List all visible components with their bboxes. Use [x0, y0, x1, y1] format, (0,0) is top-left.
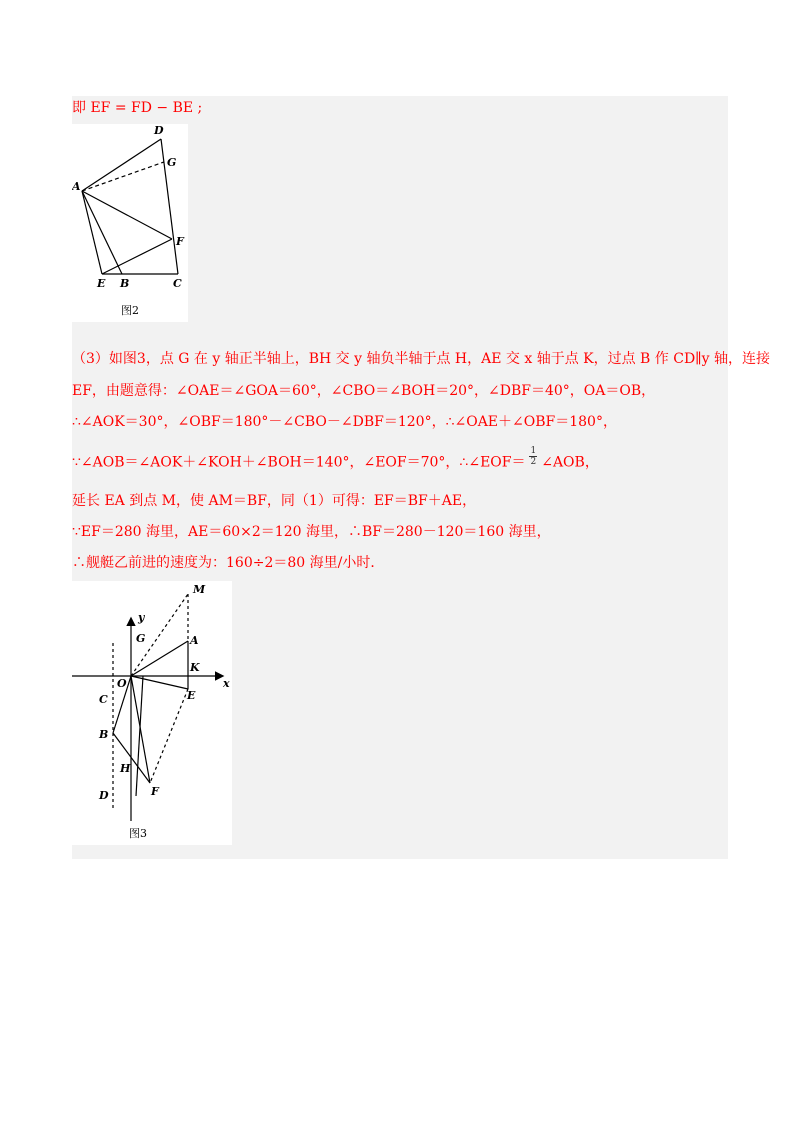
text-line-angles: ∴∠AOK＝30°，∠OBF＝180°－∠CBO－∠DBF＝120°，∴∠OAE＋∠OBF＝180°， — [72, 414, 617, 430]
fig2-label-E: E — [97, 277, 106, 290]
fig3-caption: 图3 — [129, 827, 147, 840]
figure-3-diagram — [72, 581, 232, 845]
fig2-label-G: G — [167, 156, 177, 169]
fig3-label-C: C — [99, 693, 108, 706]
fig2-label-F: F — [176, 235, 184, 248]
fig2-label-B: B — [120, 277, 130, 290]
figure-3 — [72, 581, 232, 845]
fig3-label-A: A — [190, 634, 199, 647]
fig3-label-H: H — [120, 762, 131, 775]
fraction-one-half — [529, 446, 537, 467]
fig3-label-D: D — [99, 789, 109, 802]
fig3-label-M: M — [193, 583, 206, 596]
fig3-label-B: B — [99, 728, 109, 741]
fig2-caption: 图2 — [121, 304, 139, 317]
fig3-label-F: F — [151, 785, 159, 798]
fig2-label-C: C — [173, 277, 182, 290]
fig3-label-K: K — [190, 661, 200, 674]
fig3-label-G: G — [136, 632, 146, 645]
text-line-extend: 延长 EA 到点 M，使 AM＝BF，同（1）可得：EF＝BF＋AE， — [72, 493, 477, 509]
fig3-label-O: O — [117, 677, 127, 690]
figure-2 — [72, 124, 188, 322]
fig3-label-E: E — [187, 689, 196, 702]
fig3-label-y: y — [138, 611, 145, 624]
figure-2-diagram — [72, 124, 188, 322]
fraction-numerator: 1 — [530, 446, 537, 456]
text-line-given: EF，由题意得：∠OAE＝∠GOA＝60°，∠CBO＝∠BOH＝20°，∠DBF＝40°，OA＝OB， — [72, 383, 656, 399]
fig3-label-x: x — [223, 677, 230, 690]
text-line-distance: ∵EF＝280 海里，AE＝60×2＝120 海里，∴BF＝280－120＝160 海里， — [72, 524, 551, 540]
text-aob-part1: ∵∠AOB＝∠AOK＋∠KOH＋∠BOH＝140°，∠EOF＝70°，∴∠EOF＝ — [72, 454, 526, 471]
text-line-aob — [72, 446, 599, 473]
text-line-conclusion: 即 EF = FD − BE ; — [72, 100, 203, 116]
fig2-label-D: D — [154, 124, 164, 137]
text-line-part3-intro: （3）如图3，点 G 在 y 轴正半轴上，BH 交 y 轴负半轴于点 H，AE 交 x 轴于点 K，过点 B 作 CD∥y 轴，连接 — [72, 351, 771, 367]
text-aob-part2: ∠AOB， — [541, 454, 599, 471]
fig2-label-A: A — [72, 180, 81, 193]
text-line-speed: ∴舰艇乙前进的速度为：160÷2＝80 海里/小时． — [72, 555, 385, 571]
fraction-denominator: 2 — [530, 457, 537, 467]
